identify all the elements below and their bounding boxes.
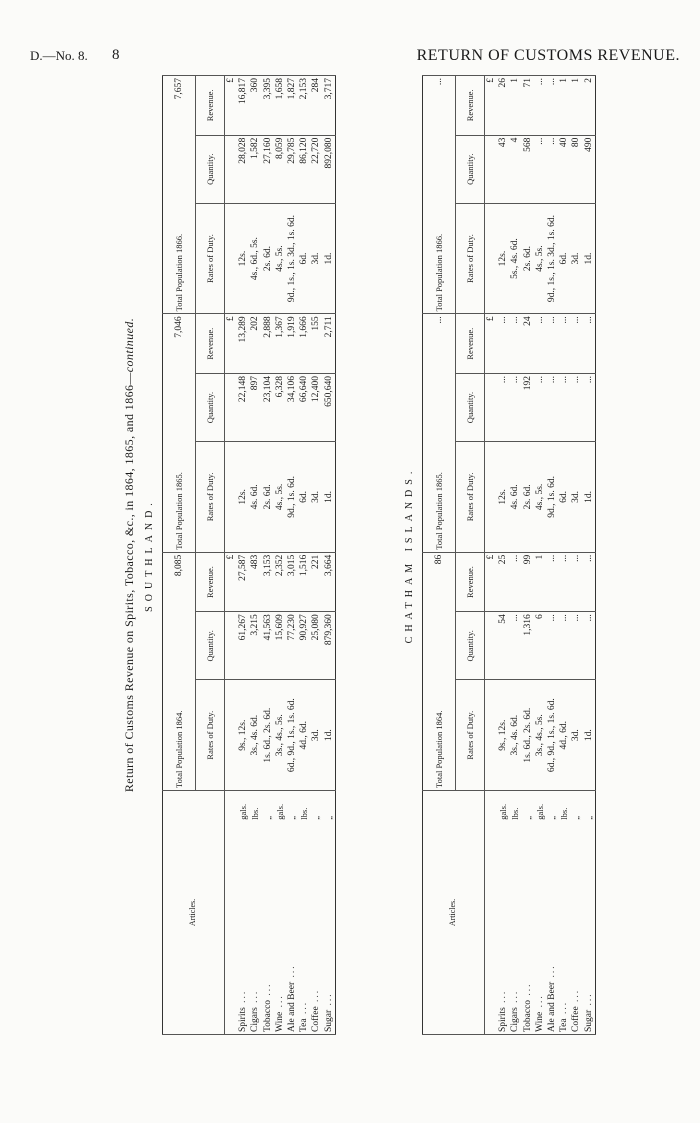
leader-dots: ... <box>250 989 261 1008</box>
leader-dots: ... <box>583 992 594 1010</box>
table-row <box>497 76 509 1035</box>
population-header-1866 <box>163 76 196 314</box>
unit-cell: „ <box>286 791 298 822</box>
revenue-cell: 2,352 <box>274 552 286 612</box>
quantity-cell: 1,582 <box>249 135 261 203</box>
rate-cell: 3s., 4s., 5s. <box>274 680 286 791</box>
revenue-cell: 2,711 <box>323 314 336 374</box>
year-label: 1865. <box>433 472 444 492</box>
quantity-cell: 80 <box>570 135 582 203</box>
revenue-header: Revenue. <box>456 314 485 374</box>
quantity-cell: 22,720 <box>310 135 322 203</box>
revenue-cell: 155 <box>310 314 322 374</box>
rates-of-duty-header: Rates of Duty. <box>196 203 225 314</box>
quantity-cell: 86,120 <box>298 135 310 203</box>
rate-cell: 9d., 1s. 6d. <box>286 442 298 553</box>
articles-header: Articles. <box>163 791 225 1035</box>
article-cell <box>522 822 534 1035</box>
unit-cell: gals. <box>274 791 286 822</box>
revenue-table <box>162 75 336 1035</box>
table-row <box>298 76 310 1035</box>
population-count: ... <box>433 78 444 86</box>
revenue-cell: ... <box>546 552 558 612</box>
rate-cell: 3d. <box>570 680 582 791</box>
quantity-cell: 23,104 <box>262 373 274 441</box>
quantity-cell: 879,360 <box>323 612 336 680</box>
article-cell <box>570 822 582 1035</box>
leader-dots: ... <box>238 989 249 1008</box>
rates-of-duty-header: Rates of Duty. <box>196 442 225 553</box>
rate-cell: 1d. <box>323 442 336 553</box>
population-label: Total Population <box>173 255 184 312</box>
revenue-cell: ... <box>570 552 582 612</box>
quantity-cell: ... <box>546 612 558 680</box>
population-header-1864 <box>423 552 456 790</box>
revenue-cell: 1,827 <box>286 76 298 136</box>
revenue-cell: 1 <box>570 76 582 136</box>
year-label: 1865. <box>173 472 184 492</box>
leader-dots: ... <box>262 982 273 1000</box>
population-header-1865 <box>163 314 196 552</box>
quantity-cell: 192 <box>522 373 534 441</box>
year-label: 1866. <box>173 233 184 253</box>
revenue-cell: ... <box>570 314 582 374</box>
unit-cell: lbs. <box>298 791 310 822</box>
quantity-cell: 650,640 <box>323 373 336 441</box>
revenue-header: Revenue. <box>456 552 485 612</box>
revenue-cell: 13,289 <box>237 314 249 374</box>
revenue-cell: 3,015 <box>286 552 298 612</box>
revenue-cell: 16,817 <box>237 76 249 136</box>
rate-cell: 6d. <box>298 442 310 553</box>
revenue-table <box>422 75 596 1035</box>
article-cell <box>237 822 249 1035</box>
quantity-cell: ... <box>497 373 509 441</box>
article-cell <box>323 822 336 1035</box>
unit-cell: „ <box>522 791 534 822</box>
revenue-cell: 1 <box>509 76 521 136</box>
quantity-cell: ... <box>509 373 521 441</box>
population-label: Total Population <box>433 255 444 312</box>
quantity-cell: 77,230 <box>286 612 298 680</box>
population-header-1864 <box>163 552 196 790</box>
revenue-cell: 26 <box>497 76 509 136</box>
revenue-cell: 1,658 <box>274 76 286 136</box>
leader-dots: ... <box>323 992 334 1010</box>
quantity-cell: 15,609 <box>274 612 286 680</box>
quantity-cell: 897 <box>249 373 261 441</box>
revenue-cell: 221 <box>310 552 322 612</box>
article-name: Tea <box>559 1018 570 1032</box>
rate-cell: 3d. <box>310 442 322 553</box>
article-cell <box>249 822 261 1035</box>
table-row <box>310 76 322 1035</box>
article-name: Tobacco <box>522 999 533 1032</box>
running-title: RETURN OF CUSTOMS REVENUE. <box>416 47 680 64</box>
rate-cell: 1d. <box>583 203 596 314</box>
table-row <box>323 76 336 1035</box>
revenue-header: Revenue. <box>196 76 225 136</box>
leader-dots: ... <box>547 964 558 982</box>
leader-dots: ... <box>571 988 582 1007</box>
revenue-cell: 2 <box>583 76 596 136</box>
table-row <box>509 76 521 1035</box>
unit-cell: gals. <box>497 791 509 822</box>
rate-cell: 4s., 5s. <box>274 203 286 314</box>
rate-cell: 12s. <box>237 203 249 314</box>
year-label: 1864. <box>433 710 444 730</box>
article-cell <box>497 822 509 1035</box>
quantity-cell: 41,563 <box>262 612 274 680</box>
article-name: Sugar <box>323 1009 334 1032</box>
revenue-cell: 1,666 <box>298 314 310 374</box>
unit-cell: „ <box>583 791 596 822</box>
unit-cell: lbs. <box>558 791 570 822</box>
rate-cell: 9d., 1s., 1s. 3d., 1s. 6d. <box>286 203 298 314</box>
quantity-cell: 43 <box>497 135 509 203</box>
quantity-cell: 25,080 <box>310 612 322 680</box>
table-row <box>274 76 286 1035</box>
leader-dots: ... <box>534 994 545 1012</box>
article-cell <box>310 822 322 1035</box>
revenue-cell: ... <box>509 552 521 612</box>
article-name: Wine <box>274 1011 285 1032</box>
population-count: ... <box>433 316 444 324</box>
quantity-header: Quantity. <box>196 373 225 441</box>
pound-symbol: £ <box>485 552 498 612</box>
table-row <box>558 76 570 1035</box>
unit-cell: lbs. <box>509 791 521 822</box>
page-number: 8 <box>112 47 120 63</box>
table-row <box>546 76 558 1035</box>
rates-of-duty-header: Rates of Duty. <box>456 680 485 791</box>
quantity-cell: ... <box>534 373 546 441</box>
article-cell <box>558 822 570 1035</box>
leader-dots: ... <box>287 964 298 982</box>
rate-cell: 9d., 1s. 6d. <box>546 442 558 553</box>
quantity-header: Quantity. <box>196 135 225 203</box>
revenue-cell: 3,717 <box>323 76 336 136</box>
population-header-1865 <box>423 314 456 552</box>
pound-symbol: £ <box>485 76 498 136</box>
quantity-cell: ... <box>558 373 570 441</box>
population-count: 86 <box>433 554 444 565</box>
revenue-cell: 1,516 <box>298 552 310 612</box>
revenue-header: Revenue. <box>456 76 485 136</box>
pound-symbol: £ <box>225 552 238 612</box>
rate-cell: 4s. 6d. <box>509 442 521 553</box>
revenue-cell: 202 <box>249 314 261 374</box>
rate-cell: 3d. <box>310 203 322 314</box>
leader-dots: ... <box>559 1000 570 1019</box>
quantity-cell: ... <box>570 373 582 441</box>
unit-cell: „ <box>546 791 558 822</box>
article-cell <box>534 822 546 1035</box>
quantity-header: Quantity. <box>456 612 485 680</box>
table-title-continued: continued. <box>122 317 136 373</box>
unit-cell: „ <box>323 791 336 822</box>
revenue-cell: 2,888 <box>262 314 274 374</box>
rate-cell: 1d. <box>583 680 596 791</box>
revenue-cell: ... <box>534 314 546 374</box>
revenue-cell: ... <box>509 314 521 374</box>
article-cell <box>262 822 274 1035</box>
article-name: Spirits <box>498 1007 509 1032</box>
article-cell <box>583 822 596 1035</box>
rate-cell: 5s., 4s. 6d. <box>509 203 521 314</box>
revenue-cell: 1,367 <box>274 314 286 374</box>
unit-cell: „ <box>262 791 274 822</box>
rate-cell: 4s., 5s. <box>534 442 546 553</box>
rate-cell: 1s. 6d., 2s. 6d. <box>522 680 534 791</box>
quantity-cell: 28,028 <box>237 135 249 203</box>
rates-of-duty-header: Rates of Duty. <box>456 442 485 553</box>
table-row <box>237 76 249 1035</box>
quantity-cell: 27,160 <box>262 135 274 203</box>
pound-symbol: £ <box>485 314 498 374</box>
rate-cell: 1d. <box>323 203 336 314</box>
rate-cell: 3s., 4s., 5s. <box>534 680 546 791</box>
revenue-header: Revenue. <box>196 314 225 374</box>
quantity-cell: 34,106 <box>286 373 298 441</box>
revenue-cell: 25 <box>497 552 509 612</box>
quantity-cell: ... <box>583 373 596 441</box>
article-name: Ale and Beer <box>547 981 558 1032</box>
table-title <box>122 75 137 1035</box>
rate-cell: 3d. <box>310 680 322 791</box>
leader-dots: ... <box>311 988 322 1007</box>
rate-cell: 9s., 12s. <box>497 680 509 791</box>
article-name: Tea <box>299 1018 310 1032</box>
rate-cell: 4s., 6d., 5s. <box>249 203 261 314</box>
articles-header: Articles. <box>423 791 485 1035</box>
rates-of-duty-header: Rates of Duty. <box>456 203 485 314</box>
population-count: 7,657 <box>173 78 184 100</box>
rate-cell: 9d., 1s., 1s. 3d., 1s. 6d. <box>546 203 558 314</box>
revenue-cell: 71 <box>522 76 534 136</box>
rate-cell: 4s., 5s. <box>534 203 546 314</box>
population-label: Total Population <box>433 731 444 789</box>
revenue-cell: ... <box>497 314 509 374</box>
article-cell <box>274 822 286 1035</box>
quantity-cell: 29,785 <box>286 135 298 203</box>
revenue-cell: ... <box>534 76 546 136</box>
rate-cell: 6d. <box>298 203 310 314</box>
table-row <box>570 76 582 1035</box>
quantity-cell: 892,080 <box>323 135 336 203</box>
quantity-cell: 22,148 <box>237 373 249 441</box>
rate-cell: 4s., 5s. <box>274 442 286 553</box>
revenue-cell: 1 <box>558 76 570 136</box>
unit-cell: „ <box>310 791 322 822</box>
article-cell <box>546 822 558 1035</box>
unit-cell: gals. <box>237 791 249 822</box>
revenue-cell: 360 <box>249 76 261 136</box>
revenue-cell: 99 <box>522 552 534 612</box>
pound-symbol: £ <box>225 314 238 374</box>
rate-cell: 2s. 6d. <box>522 203 534 314</box>
rate-cell: 6d. <box>558 442 570 553</box>
revenue-cell: ... <box>583 552 596 612</box>
revenue-cell: ... <box>546 76 558 136</box>
quantity-cell: 40 <box>558 135 570 203</box>
article-name: Ale and Beer <box>287 981 298 1032</box>
revenue-cell: 3,153 <box>262 552 274 612</box>
quantity-header: Quantity. <box>196 612 225 680</box>
quantity-cell: 61,267 <box>237 612 249 680</box>
article-name: Coffee <box>311 1006 322 1032</box>
rate-cell: 4d., 6d. <box>558 680 570 791</box>
quantity-cell: ... <box>509 612 521 680</box>
rate-cell: 6d. <box>558 203 570 314</box>
quantity-cell: 568 <box>522 135 534 203</box>
revenue-cell: 3,395 <box>262 76 274 136</box>
quantity-cell: 4 <box>509 135 521 203</box>
quantity-cell: ... <box>558 612 570 680</box>
quantity-cell: ... <box>534 135 546 203</box>
article-name: Tobacco <box>262 999 273 1032</box>
rate-cell: 6d., 9d., 1s., 1s. 6d. <box>286 680 298 791</box>
quantity-cell: ... <box>583 612 596 680</box>
population-count: 8,085 <box>173 554 184 577</box>
table-row <box>286 76 298 1035</box>
revenue-cell: ... <box>583 314 596 374</box>
leader-dots: ... <box>274 994 285 1012</box>
revenue-cell: 24 <box>522 314 534 374</box>
revenue-cell: 3,664 <box>323 552 336 612</box>
rates-of-duty-header: Rates of Duty. <box>196 680 225 791</box>
article-cell <box>509 822 521 1035</box>
revenue-cell: 2,153 <box>298 76 310 136</box>
quantity-cell: ... <box>546 373 558 441</box>
quantity-cell: 12,400 <box>310 373 322 441</box>
revenue-cell: ... <box>558 552 570 612</box>
rate-cell: 3d. <box>570 203 582 314</box>
article-name: Cigars <box>510 1007 521 1032</box>
quantity-cell: 6,328 <box>274 373 286 441</box>
population-label: Total Population <box>173 493 184 550</box>
quantity-cell: ... <box>546 135 558 203</box>
year-label: 1864. <box>173 710 184 730</box>
quantity-cell: 1,316 <box>522 612 534 680</box>
article-name: Wine <box>534 1011 545 1032</box>
quantity-cell: 6 <box>534 612 546 680</box>
quantity-cell: 8,059 <box>274 135 286 203</box>
quantity-cell: 90,927 <box>298 612 310 680</box>
revenue-cell: 284 <box>310 76 322 136</box>
unit-cell: gals. <box>534 791 546 822</box>
rate-cell: 2s. 6d. <box>522 442 534 553</box>
table-row <box>583 76 596 1035</box>
region-heading-chatham: CHATHAM ISLANDS. <box>404 466 415 644</box>
quantity-cell: 3,215 <box>249 612 261 680</box>
article-cell <box>298 822 310 1035</box>
article-name: Sugar <box>583 1009 594 1032</box>
leader-dots: ... <box>498 989 509 1008</box>
revenue-cell: ... <box>558 314 570 374</box>
leader-dots: ... <box>299 1000 310 1019</box>
year-label: 1866. <box>433 233 444 253</box>
rate-cell: 4d., 6d. <box>298 680 310 791</box>
rate-cell: 3s., 4s. 6d. <box>249 680 261 791</box>
quantity-cell: 490 <box>583 135 596 203</box>
rate-cell: 3d. <box>570 442 582 553</box>
rate-cell: 1d. <box>323 680 336 791</box>
revenue-cell: 483 <box>249 552 261 612</box>
population-count: 7,046 <box>173 316 184 338</box>
revenue-cell: 1 <box>534 552 546 612</box>
rate-cell: 3s., 4s. 6d. <box>509 680 521 791</box>
rotated-table-area <box>122 75 642 1035</box>
region-heading-southland: SOUTHLAND. <box>144 498 155 612</box>
article-name: Coffee <box>571 1006 582 1032</box>
revenue-cell: 27,587 <box>237 552 249 612</box>
rate-cell: 1s. 6d., 2s. 6d. <box>262 680 274 791</box>
revenue-header: Revenue. <box>196 552 225 612</box>
quantity-cell: ... <box>570 612 582 680</box>
table-row <box>522 76 534 1035</box>
revenue-cell: 1,919 <box>286 314 298 374</box>
article-name: Spirits <box>238 1007 249 1032</box>
quantity-cell: 54 <box>497 612 509 680</box>
rate-cell: 12s. <box>237 442 249 553</box>
rate-cell: 1d. <box>583 442 596 553</box>
rate-cell: 12s. <box>497 442 509 553</box>
rate-cell: 2s. 6d. <box>262 203 274 314</box>
rate-cell: 4s. 6d. <box>249 442 261 553</box>
pound-symbol: £ <box>225 76 238 136</box>
table-row <box>249 76 261 1035</box>
table-row <box>262 76 274 1035</box>
table-row <box>534 76 546 1035</box>
revenue-cell: ... <box>546 314 558 374</box>
article-name: Cigars <box>250 1007 261 1032</box>
page-reference: D.—No. 8. <box>30 48 88 63</box>
quantity-cell: 66,640 <box>298 373 310 441</box>
population-label: Total Population <box>173 731 184 789</box>
leader-dots: ... <box>510 989 521 1008</box>
rate-cell: 2s. 6d. <box>262 442 274 553</box>
population-label: Total Population <box>433 493 444 550</box>
rate-cell: 9s., 12s. <box>237 680 249 791</box>
table-title-text: Return of Customs Revenue on Spirits, Tobacco, &c., in 1864, 1865, and 1866— <box>122 372 136 793</box>
rate-cell: 6d., 9d., 1s., 1s. 6d. <box>546 680 558 791</box>
rate-cell: 12s. <box>497 203 509 314</box>
unit-cell: lbs. <box>249 791 261 822</box>
population-header-1866 <box>423 76 456 314</box>
leader-dots: ... <box>522 982 533 1000</box>
quantity-header: Quantity. <box>456 135 485 203</box>
quantity-header: Quantity. <box>456 373 485 441</box>
article-cell <box>286 822 298 1035</box>
unit-cell: „ <box>570 791 582 822</box>
